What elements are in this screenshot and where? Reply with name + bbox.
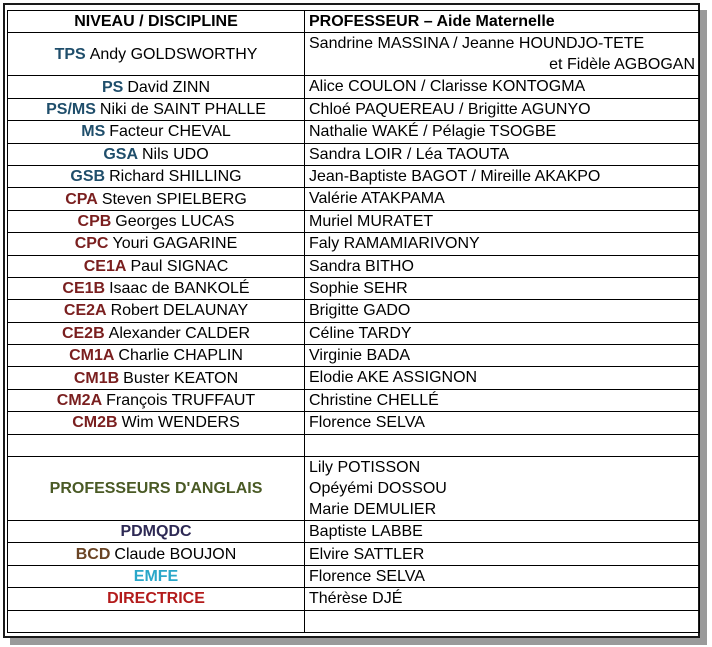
prof-bcd: Elvire SATTLER — [305, 543, 700, 565]
prof-line: Marie DEMULIER — [309, 501, 437, 519]
level-cell — [8, 188, 305, 210]
prof-line: Céline TARDY — [309, 324, 412, 342]
class-row — [8, 33, 700, 76]
level-name: Steven SPIELBERG — [101, 190, 247, 208]
row-pdmqdc — [8, 521, 700, 543]
header-row — [8, 11, 700, 33]
teacher-cell — [305, 33, 700, 76]
class-row — [8, 389, 700, 411]
teacher-cell — [305, 76, 700, 98]
prof-line: Brigitte GADO — [309, 302, 411, 320]
level-code: TPS — [54, 45, 86, 63]
prof-line: Jean-Baptiste BAGOT / Mireille AKAKPO — [309, 167, 601, 185]
level-name: Claude BOUJON — [114, 545, 237, 563]
prof-line: Valérie ATAKPAMA — [309, 190, 445, 208]
level-code: GSA — [103, 145, 138, 163]
level-cell — [8, 33, 305, 76]
header-teacher: PROFESSEUR – Aide Maternelle — [305, 11, 700, 33]
prof-anglais — [305, 457, 700, 521]
level-code: CM2A — [56, 392, 103, 410]
level-code: CM1A — [69, 347, 115, 365]
header-level: NIVEAU / DISCIPLINE — [8, 11, 305, 33]
level-name: François TRUFFAUT — [106, 392, 256, 410]
level-code: PS/MS — [46, 100, 96, 118]
level-code: PS — [101, 78, 124, 96]
level-code: BCD — [75, 545, 111, 563]
teacher-cell — [305, 188, 700, 210]
level-name: Alexander CALDER — [108, 324, 251, 342]
level-cell — [8, 165, 305, 187]
prof-line: Virginie BADA — [309, 347, 411, 365]
level-name: Charlie CHAPLIN — [118, 347, 243, 365]
prof-line: Sophie SEHR — [309, 279, 408, 297]
level-name: David ZINN — [127, 78, 211, 96]
level-code: CM1B — [73, 369, 120, 387]
level-code: CPC — [74, 235, 109, 253]
level-name: Andy GOLDSWORTHY — [89, 45, 258, 63]
prof-pdmqdc: Baptiste LABBE — [305, 521, 700, 543]
prof-line: Nathalie WAKÉ / Pélagie TSOGBE — [309, 123, 557, 141]
prof-emfe: Florence SELVA — [305, 565, 700, 587]
prof-line: et Fidèle AGBOGAN — [549, 56, 695, 74]
level-code: CE2A — [63, 302, 107, 320]
level-code: CM2B — [72, 414, 118, 432]
prof-line: Elodie AKE ASSIGNON — [309, 369, 478, 387]
class-row — [8, 322, 700, 344]
row-anglais — [8, 457, 700, 521]
teacher-cell — [305, 300, 700, 322]
level-bcd — [8, 543, 305, 565]
class-row — [8, 98, 700, 120]
level-name: Paul SIGNAC — [130, 257, 229, 275]
level-name: Richard SHILLING — [109, 168, 242, 186]
prof-line: Sandra LOIR / Léa TAOUTA — [309, 145, 510, 163]
row-directrice — [8, 588, 700, 610]
class-row — [8, 165, 700, 187]
level-cell — [8, 367, 305, 389]
level-cell — [8, 277, 305, 299]
prof-line: Faly RAMAMIARIVONY — [309, 235, 480, 253]
level-name: Nils UDO — [142, 145, 209, 163]
level-anglais: PROFESSEURS D'ANGLAIS — [8, 457, 305, 521]
class-row — [8, 121, 700, 143]
level-code: MS — [81, 123, 106, 141]
teacher-cell — [305, 98, 700, 120]
teacher-cell — [305, 121, 700, 143]
class-row — [8, 76, 700, 98]
prof-line: Lily POTISSON — [309, 459, 421, 477]
prof-line: Muriel MURATET — [309, 212, 434, 230]
level-name: Georges LUCAS — [115, 212, 235, 230]
level-cell — [8, 345, 305, 367]
class-row — [8, 143, 700, 165]
level-cell — [8, 322, 305, 344]
level-code: CE2B — [61, 324, 105, 342]
level-name: Robert DELAUNAY — [110, 302, 249, 320]
level-cell — [8, 412, 305, 434]
teacher-cell — [305, 210, 700, 232]
level-name: Youri GAGARINE — [112, 235, 238, 253]
class-rows — [8, 33, 700, 434]
level-cell — [8, 233, 305, 255]
level-name: Wim WENDERS — [121, 414, 240, 432]
prof-line: Opéyémi DOSSOU — [309, 480, 447, 498]
teacher-cell — [305, 345, 700, 367]
teacher-cell — [305, 233, 700, 255]
level-cell — [8, 210, 305, 232]
level-code: CE1A — [83, 257, 127, 275]
prof-line: Christine CHELLÉ — [309, 391, 439, 409]
class-row — [8, 277, 700, 299]
spacer-row — [8, 434, 700, 456]
spacer-row — [8, 610, 700, 632]
teacher-cell — [305, 412, 700, 434]
teacher-cell — [305, 255, 700, 277]
prof-line: Chloé PAQUEREAU / Brigitte AGUNYO — [309, 100, 591, 118]
level-emfe: EMFE — [8, 565, 305, 587]
row-emfe — [8, 565, 700, 587]
level-name: Isaac de BANKOLÉ — [109, 280, 250, 298]
level-name: Niki de SAINT PHALLE — [99, 100, 266, 118]
level-pdmqdc: PDMQDC — [8, 521, 305, 543]
teacher-cell — [305, 165, 700, 187]
level-directrice: DIRECTRICE — [8, 588, 305, 610]
row-bcd — [8, 543, 700, 565]
level-cell — [8, 255, 305, 277]
level-cell — [8, 98, 305, 120]
special-rows — [8, 434, 700, 632]
level-code: GSB — [70, 168, 106, 186]
prof-line: Alice COULON / Clarisse KONTOGMA — [309, 78, 586, 96]
level-code: CPA — [65, 190, 98, 208]
class-row — [8, 188, 700, 210]
prof-line: Sandra BITHO — [309, 257, 414, 275]
teacher-cell — [305, 277, 700, 299]
teacher-cell — [305, 367, 700, 389]
level-name: Buster KEATON — [123, 369, 239, 387]
class-row — [8, 345, 700, 367]
teacher-cell — [305, 143, 700, 165]
level-cell — [8, 143, 305, 165]
teacher-cell — [305, 389, 700, 411]
level-code: CPB — [77, 212, 112, 230]
staff-table — [7, 10, 700, 633]
prof-line: Sandrine MASSINA / Jeanne HOUNDJO-TETE — [309, 35, 645, 53]
teacher-cell — [305, 322, 700, 344]
class-row — [8, 412, 700, 434]
class-row — [8, 210, 700, 232]
level-cell — [8, 300, 305, 322]
level-name: Facteur CHEVAL — [109, 123, 231, 141]
class-row — [8, 367, 700, 389]
class-row — [8, 300, 700, 322]
level-cell — [8, 76, 305, 98]
prof-line: Florence SELVA — [309, 414, 425, 432]
level-code: CE1B — [62, 280, 106, 298]
class-row — [8, 233, 700, 255]
class-row — [8, 255, 700, 277]
level-cell — [8, 389, 305, 411]
prof-directrice: Thérèse DJÉ — [305, 588, 700, 610]
level-cell — [8, 121, 305, 143]
